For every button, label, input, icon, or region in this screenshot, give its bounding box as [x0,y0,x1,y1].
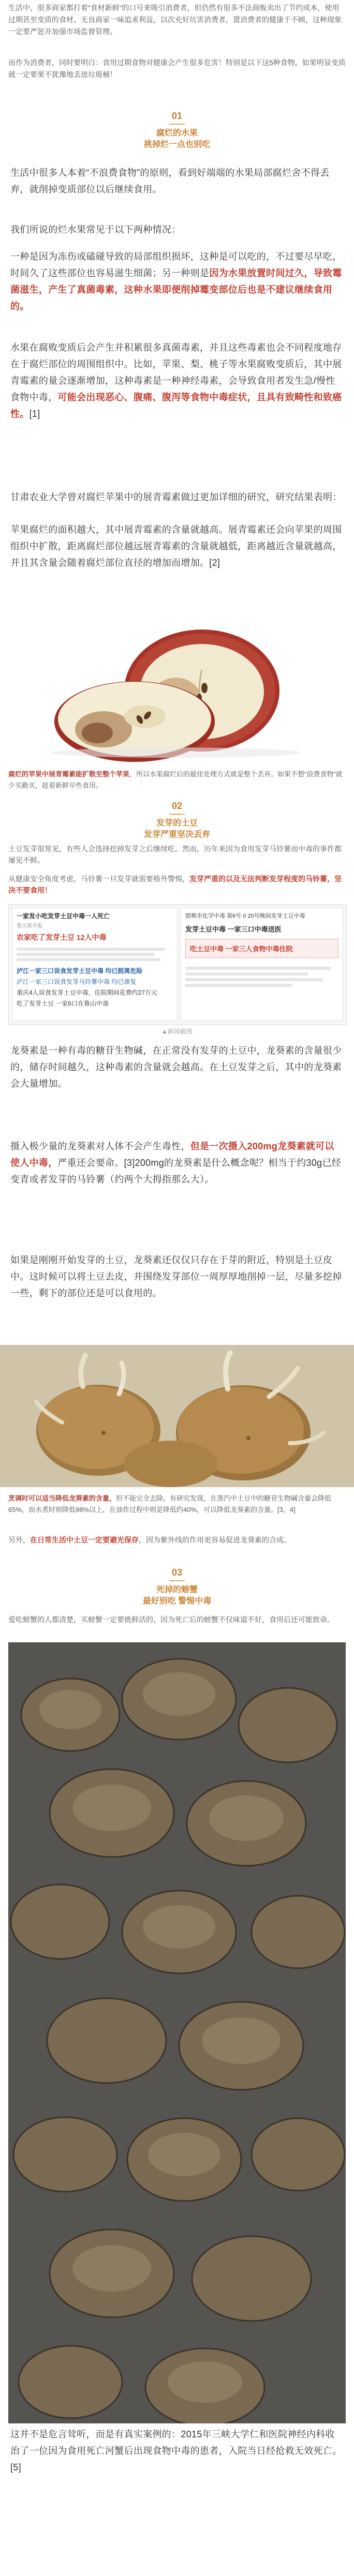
section-subtitle: 发芽严重坚决丢弃 [143,830,210,839]
paragraph [0,339,354,422]
caption-highlight: 烹调时可以适当降低龙葵素的含量， [8,1494,116,1502]
text-segment: 一种是因为冻伤或磕碰导致的局部组织损坏，这种是可以吃的，不过要尽早吃，时间久了这些部位也容易滋生细菌；另一种则是 [10,251,342,278]
paragraph: 土豆发芽很常见，有些人会选择挖掉发芽之后继续吃。然而，历年来因为食用发芽马铃薯而中毒的事件都屡见不鲜。 [8,845,342,864]
text-segment: 水果在腐败变质后会产生并积累很多真菌毒素，并且这些毒素也会不同程度地存在于腐烂部位的周围组织中。比如，苹果、梨、桃子等水果腐败变质后，其中展青霉素的量会逐渐增加，这种毒素是一种神经毒素，会导致食用者发生急/慢性食物中毒， [10,342,342,402]
highlight-text: 但是一次摄入200mg龙葵素就可以使人中毒， [10,1141,334,1168]
news-right-panel [181,908,343,1021]
news-screenshot-collage [8,904,347,1025]
section-divider [169,1580,185,1581]
news-box: 吃土豆中毒 一家三人食物中毒住院 [185,939,338,958]
highlight-text: 发芽严重的以及无法判断发芽程度的马铃薯，坚决不要食用！ [8,875,342,894]
section-subtitle: 最好别吃 警惕中毒 [142,1597,212,1606]
news-body-lines [12,943,177,965]
photo-caption [0,766,354,791]
text-segment: 摄入极少量的龙葵素对人体不会产生毒性， [10,1141,190,1151]
section-header-3 [0,1567,354,1607]
section-number: 02 [171,801,183,811]
paragraph: 生活中很多人本着“不浪费食物”的原则，看到好端端的水果局部腐烂舍不得丢弃，就削掉变质部位以后继续食用。 [10,168,330,194]
news-source: 楚天都市报 [17,923,42,929]
news-left-panel [12,908,178,1021]
highlight-text: 在日常生活中土豆一定要避光保存 [30,1536,139,1544]
dead-crabs-photo [8,1642,346,2423]
apple-illustration [0,623,354,764]
news-headline: 重庆4人误食发芽土豆中毒，住院期间花费约27万元 [17,989,158,996]
sprouting-potatoes-photo [0,1345,354,1487]
section-divider [169,814,185,815]
news-subtitle: 发芽土豆中毒 一家三口中毒送医 [185,925,282,933]
section-title: 死掉的螃蟹 [156,1585,198,1594]
citation: [1] [29,409,40,419]
section-number: 01 [171,111,183,121]
intro-paragraph-2: 而作为消费者，同时要明白：食用过期食物对健康会产生很多危害！特别是以下这5种食物，如果明显变质就一定要果不犹豫地丢进垃圾桶！ [8,58,346,79]
highlight-text: 因为水果放置时间过久，导致霉菌滋生，产生了真菌毒素，这种水果即便削掉霉变部位后也是不建议继续食用的。 [10,268,342,311]
section-title: 发芽的土豆 [156,819,198,828]
highlight-text: 可能会出现恶心、腹痛、腹泻等食物中毒症状，且具有致畸性和致癌性。 [10,392,342,419]
section-divider [169,124,185,125]
paragraph: 我们所说的烂水果常见于以下两种情况： [10,224,181,235]
paragraph [0,1138,354,1188]
paragraph: 如果是刚刚开始发芽的土豆，龙葵素还仅仅只存在于芽的附近，特别是土豆皮中。这时候可以将土豆去皮，并围绕发芽部位一周厚厚地削掉一层，尽量多挖掉一些，剩下的部位还是可以食用的。 [10,1255,342,1298]
text-segment: 严重还会要命。[3]200mg的龙葵素是什么概念呢？相当于约30g已经变青或者发芽的马铃薯（约两个大拇指那么大）。 [10,1158,342,1185]
section-header-1 [0,111,354,151]
text-segment: 另外， [8,1536,30,1544]
news-body-lines [181,962,343,992]
news-headline: 泸江一家三口误食发芽马铃薯中毒 均已康复 [17,978,137,985]
paragraph: 甘肃农业大学曾对腐烂苹果中的展青霉素做过更加详细的研究，研究结果表明： [10,492,342,502]
section-title: 腐烂的水果 [156,129,198,138]
paragraph [0,248,354,314]
news-headline: 农家吃了发芽土豆 12人中毒 [17,933,107,941]
news-headline: 吃了发芽土豆 一家6口在鲁山中毒 [17,1000,109,1007]
news-title: 一家发小吃发芽土豆中毒一人死亡 [17,912,110,920]
paragraph [0,873,354,896]
caption-highlight: 腐烂的苹果中展青霉素能扩散至整个苹果 [8,770,130,778]
news-screenshot-tag: ▲新闻截图 [161,1028,193,1035]
news-title: 邯郸市化学中毒 第6号 0 20号晚间发芽土豆中毒 [185,913,305,919]
crab-illustration [8,1642,346,2423]
paragraph [0,1534,354,1546]
section-subtitle: 挑掉烂一点也别吃 [143,140,210,149]
caption-text: ，所以水果腐烂后的最佳处理方式就是整个丢弃。如果不想“浪费食物”就少买勤买，趁着新鲜早些食用。 [8,770,343,789]
rotten-apple-photo [0,623,354,764]
photo-caption [0,1490,354,1516]
section-header-2 [0,801,354,841]
paragraph: 这并不是危言耸听，而是有真实案例的：2015年三峡大学仁和医院神经内科收治了一位因为食用死亡河蟹后出现食物中毒的患者，入院当日经抢救无效死亡。[5] [10,2429,342,2473]
news-headline: 泸江一家三口误食发芽土豆中毒 均已脱离危险 [17,967,143,975]
paragraph: 龙葵素是一种有毒的糖苷生物碱，在正常没有发芽的土豆中，龙葵素的含量很少的，储存时间越久，这种毒素的含量就会越高。在土豆发芽之后，其中的龙葵素会大量增加。 [10,1045,342,1089]
paragraph: 爱吃螃蟹的人都清楚，买螃蟹一定要挑鲜活的，因为死亡后的螃蟹不仅味道不好，食用后还可能致命。 [8,1615,334,1624]
text-segment: ，因为紫外线的作用更容易促进龙葵素的合成。 [139,1536,291,1544]
potato-illustration [0,1345,354,1487]
caption-text: 但不能完全去除。有研究发现，在蒸汽中土豆中的糖苷生物碱含量会降低65%，而水煮时则降低98%以上，在油炸过程中则是降低约40%，可以降低龙葵素的含量。[3，4] [8,1494,332,1514]
paragraph: 苹果腐烂的面积越大，其中展青霉素的含量就越高。展青霉素还会向苹果的周围组织中扩散，距离腐烂部位越远展青霉素的含量就越低，距离越近含量就越高，并且其含量会随着腐烂部位直径的增加而增加。[2] [10,525,342,568]
intro-paragraph: 生活中，很多商家都打着“食材新鲜”的口号来吸引消费者，但仍然有很多不法商贩卖出了节约成本，使用过期甚至变质的食材。无良商家一味追求利益，以次充好坑害消费者，置消费者的健康于不顾，这种现象一定要严惩并加强市场监督管理。 [8,4,342,36]
text-segment: 从健康安全角度考虑，马铃薯一旦发芽就需要格外警惕， [8,875,189,883]
section-number: 03 [171,1567,183,1578]
